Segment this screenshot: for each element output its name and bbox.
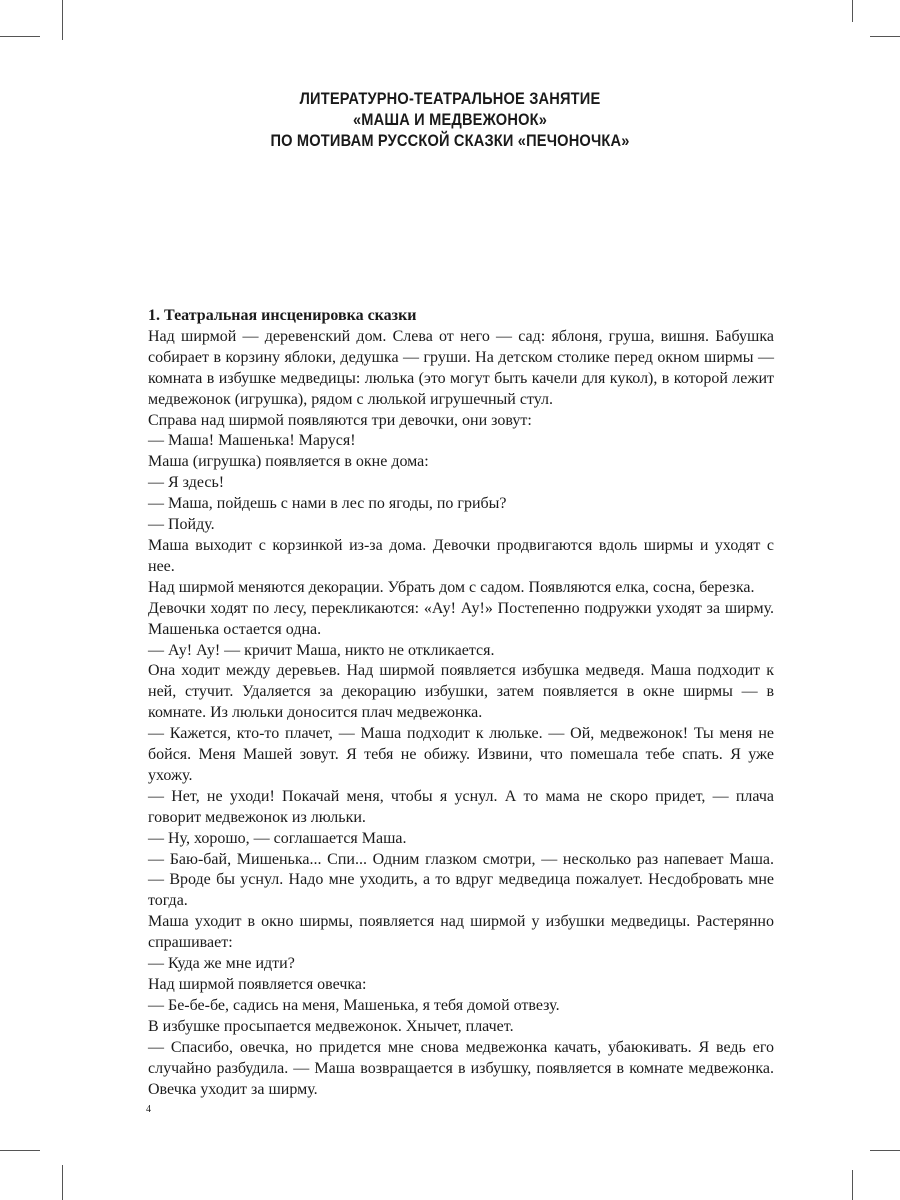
paragraph: — Ну, хорошо, — соглашается Маша.: [148, 829, 407, 847]
paragraph: Девочки ходят по лесу, перекликаются: «Ау! Ау!» Постепенно подружки уходят за ширму. Машенька остается одна.: [148, 599, 774, 638]
paragraph: — Пойду.: [148, 516, 215, 534]
title-line-2: «МАША И МЕДВЕЖОНОК»: [352, 110, 548, 129]
paragraph: — Маша, пойдешь с нами в лес по ягоды, по грибы?: [148, 495, 507, 513]
paragraph: Маша выходит с корзинкой из-за дома. Девочки продвигаются вдоль ширмы и уходят с нее.: [148, 536, 774, 575]
paragraph: — Кажется, кто-то плачет, — Маша подходит к люльке. — Ой, медвежонок! Ты меня не бойся. Меня Машей зовут. Я тебя не обижу. Извини, что помешала тебе спать. Я уже ухожу.: [148, 725, 774, 784]
paragraph: Над ширмой появляется овечка:: [148, 976, 367, 993]
title-line-1: ЛИТЕРАТУРНО-ТЕАТРАЛЬНОЕ ЗАНЯТИЕ: [299, 89, 601, 108]
crop-mark-bottom-left: [62, 1165, 63, 1200]
crop-mark-bottom-left-h: [0, 1150, 40, 1151]
crop-mark-top-right-h: [870, 36, 900, 37]
paragraph: Над ширмой — деревенский дом. Слева от него — сад: яблоня, груша, вишня. Бабушка собирает в корзину яблоки, дедушка — груши. На детском столике перед окном ширмы — комната в избушке медведицы: люлька (это могут быть качели для кукол), в которой лежит медвежонок (игрушка), рядом с люлькой игрушечный стул.: [148, 327, 774, 408]
paragraph: — Спасибо, овечка, но придется мне снова медвежонка качать, убаюкивать. Я ведь его случайно разбудила. — Маша возвращается в избушку, появляется в комнате медвежонка. Овечка уходит за ширму.: [148, 1038, 774, 1098]
paragraph: — Ау! Ау! — кричит Маша, никто не откликается.: [148, 641, 495, 659]
paragraph: — Я здесь!: [148, 474, 225, 492]
body-text: [148, 306, 774, 1100]
paragraph: — Нет, не уходи! Покачай меня, чтобы я уснул. А то мама не скоро придет, — плача говорит медвежонок из люльки.: [148, 787, 774, 826]
paragraph: Маша уходит в окно ширмы, появляется над ширмой у избушки медведицы. Растерянно спрашивает:: [148, 913, 774, 952]
paragraph: — Маша! Машенька! Маруся!: [148, 432, 356, 450]
crop-mark-top-left: [62, 0, 63, 40]
paragraph: Маша (игрушка) появляется в окне дома:: [148, 453, 429, 471]
paragraph: — Бе-бе-бе, садись на меня, Машенька, я тебя домой отвезу.: [148, 996, 560, 1014]
page-number: 4: [146, 1104, 151, 1115]
paragraph: — Куда же мне идти?: [148, 955, 295, 973]
crop-mark-top-left-h: [0, 36, 40, 37]
paragraph: Справа над ширмой появляются три девочки, они зовут:: [148, 411, 532, 429]
crop-mark-bottom-right-h: [870, 1150, 900, 1151]
paragraph: Над ширмой меняются декорации. Убрать дом с садом. Появляются елка, сосна, березка.: [148, 578, 755, 596]
paragraph: В избушке просыпается медвежонок. Хнычет, плачет.: [148, 1017, 514, 1035]
section-heading: 1. Театральная инсценировка сказки: [148, 307, 417, 324]
page-title: [63, 88, 837, 151]
crop-mark-top-right: [852, 0, 853, 22]
paragraph: Она ходит между деревьев. Над ширмой появляется избушка медведя. Маша подходит к ней, стучит. Удаляется за декорацию избушки, затем появляется в окне ширмы — в комнате. Из люльки доносится плач медвежонка.: [148, 662, 774, 722]
crop-mark-bottom-right: [852, 1170, 853, 1200]
paragraph: — Баю-бай, Мишенька... Спи... Одним глазком смотри, — несколько раз напевает Маша. — Вроде бы уснул. Надо мне уходить, а то вдруг медведица пожалует. Несдобровать мне тогда.: [148, 850, 774, 910]
title-line-3: ПО МОТИВАМ РУССКОЙ СКАЗКИ «ПЕЧОНОЧКА»: [270, 131, 630, 150]
